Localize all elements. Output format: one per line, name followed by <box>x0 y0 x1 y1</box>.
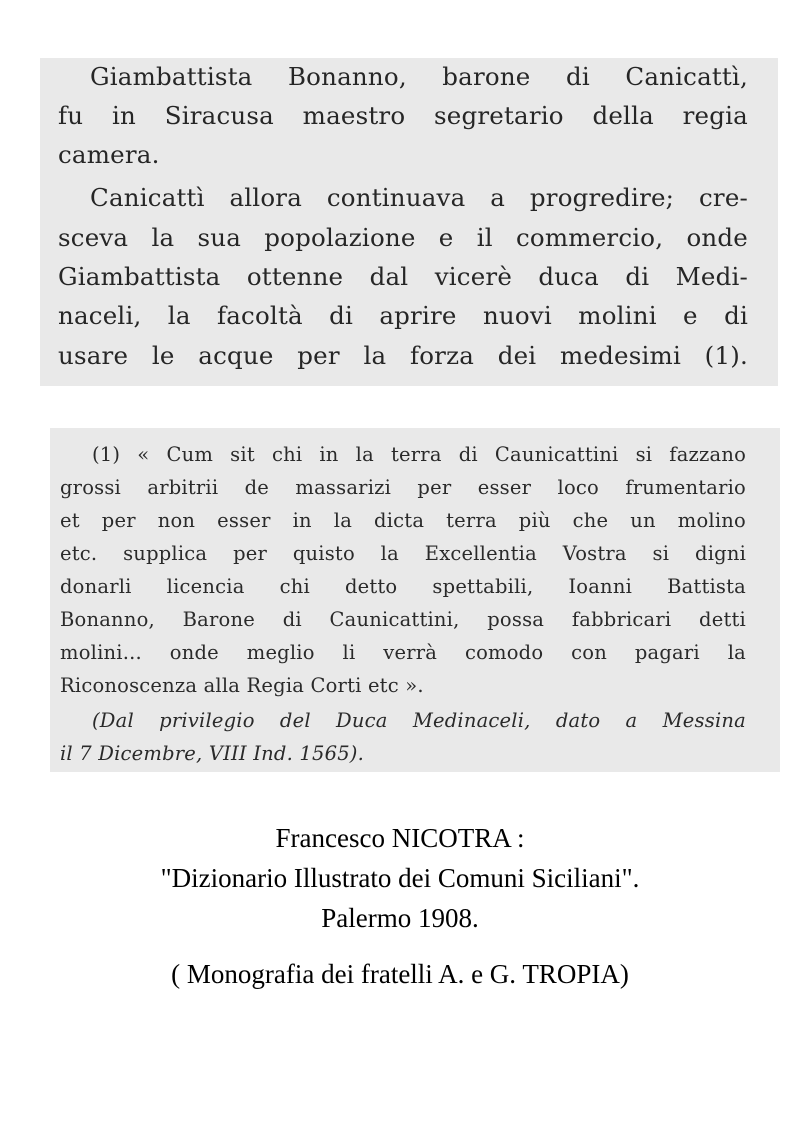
footnote-line: etc. supplica per quisto la Excellentia Vostra si digni <box>60 542 747 565</box>
footnote-line: molini... onde meglio li verrà comodo con pagari la <box>60 641 746 664</box>
footnote-line: (1) « Cum sit chi in la terra di Caunicattini si fazzano <box>92 443 747 466</box>
caption-author: Francesco NICOTRA : <box>275 823 525 853</box>
footnote-line: Riconoscenza alla Regia Corti etc ». <box>60 674 424 697</box>
footnote-line: grossi arbitrii de massarizi per esser loco frumentario <box>60 476 746 499</box>
excerpt-line: Canicattì allora continuava a progredire; cre- <box>90 183 748 212</box>
footnote-source-line: il 7 Dicembre, VIII Ind. 1565). <box>60 742 365 765</box>
excerpt-line: usare le acque per la forza dei medesimi (1). <box>58 341 748 370</box>
footnote-line: donarli licencia chi detto spettabili, Ioanni Battista <box>60 575 746 598</box>
excerpt-line: fu in Siracusa maestro segretario della regia <box>58 101 748 130</box>
caption-title: "Dizionario Illustrato dei Comuni Siciliani". <box>160 863 640 893</box>
excerpt-line: camera. <box>58 140 160 169</box>
footnote-source-line: (Dal privilegio del Duca Medinaceli, dato a Messina <box>92 709 746 732</box>
excerpt-line: naceli, la facoltà di aprire nuovi molini e di <box>58 301 749 330</box>
footnote-line: Bonanno, Barone di Caunicattini, possa fabbricari detti <box>60 608 746 631</box>
caption-note: ( Monografia dei fratelli A. e G. TROPIA) <box>171 959 629 989</box>
excerpt-line: sceva la sua popolazione e il commercio, onde <box>58 223 748 252</box>
footnote-line: et per non esser in la dicta terra più che un molino <box>60 509 747 532</box>
excerpt-line: Giambattista Bonanno, barone di Canicattì, <box>90 62 748 91</box>
excerpt-line: Giambattista ottenne dal vicerè duca di Medi- <box>58 262 749 291</box>
caption-place-year: Palermo 1908. <box>321 903 479 933</box>
